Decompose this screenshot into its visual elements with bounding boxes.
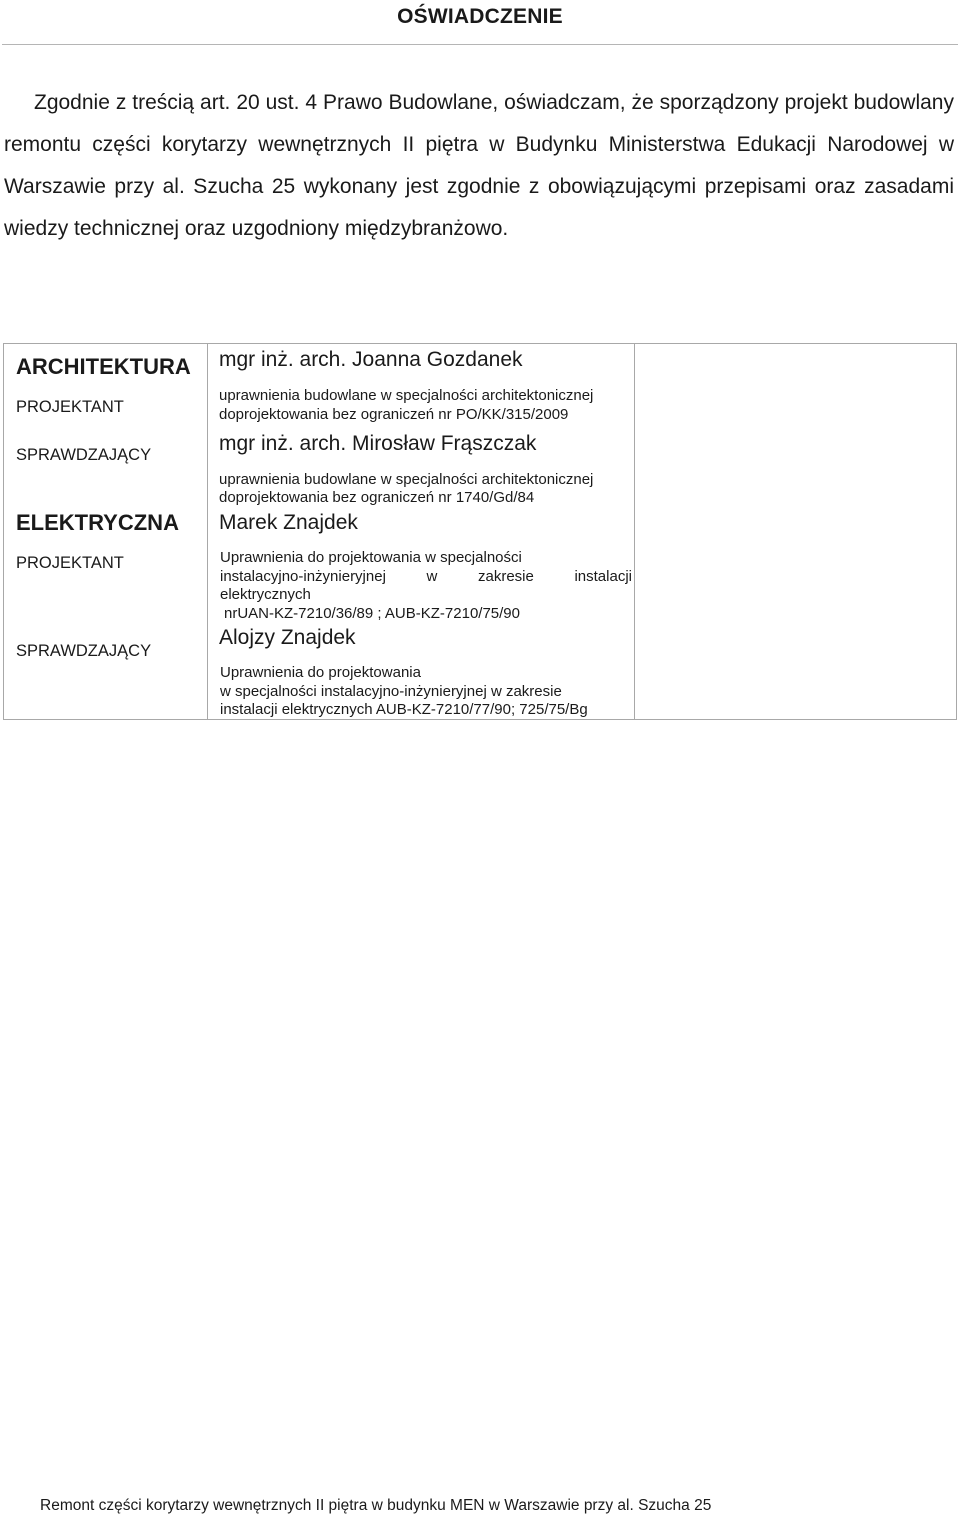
elektryczna-designer-permission-4: nrUAN-KZ-7210/36/89 ; AUB-KZ-7210/75/90	[224, 605, 520, 622]
elektryczna-checker-permission-2: w specjalności instalacyjno-inżynieryjnej w zakresie	[220, 683, 562, 700]
elektryczna-designer-name: Marek Znajdek	[219, 511, 358, 534]
signatures-column	[635, 344, 957, 720]
declaration-paragraph	[4, 82, 954, 250]
declaration-text: Zgodnie z treścią art. 20 ust. 4 Prawo Budowlane, oświadczam, że sporządzony projekt budowlany remontu części korytarzy wewnętrznych II piętra w Budynku Ministerstwa Edukacji Narodowej w Warszawie przy al. Szucha 25 wykonany jest zgodnie z obowiązującymi przepisami oraz zasadami wiedzy technicznej oraz uzgodniony międzybranżowo.	[4, 91, 954, 240]
role-architektura-designer: PROJEKTANT	[16, 398, 124, 416]
role-elektryczna-designer: PROJEKTANT	[16, 554, 124, 572]
role-architektura-checker: SPRAWDZAJĄCY	[16, 446, 152, 464]
elektryczna-designer-permission-2	[220, 568, 632, 586]
document-title: OŚWIADCZENIE	[397, 5, 563, 28]
permission-word: zakresie	[477, 568, 534, 585]
architektura-designer-permission-2: doprojektowania bez ograniczeń nr PO/KK/315/2009	[219, 406, 569, 423]
elektryczna-designer-permission-3: elektrycznych	[220, 586, 311, 603]
signature-table	[3, 343, 957, 720]
architektura-designer-permission-1: uprawnienia budowlane w specjalności architektonicznej	[219, 387, 594, 404]
elektryczna-checker-permission-1: Uprawnienia do projektowania	[220, 664, 421, 681]
section-heading-architektura: ARCHITEKTURA	[16, 354, 191, 379]
roles-column	[4, 344, 208, 720]
elektryczna-checker-name: Alojzy Znajdek	[219, 626, 356, 649]
permission-word: instalacji	[574, 568, 632, 585]
elektryczna-designer-permission-1: Uprawnienia do projektowania w specjalności	[220, 549, 522, 566]
section-heading-elektryczna: ELEKTRYCZNA	[16, 510, 179, 535]
role-elektryczna-checker: SPRAWDZAJĄCY	[16, 642, 152, 660]
architektura-designer-name: mgr inż. arch. Joanna Gozdanek	[219, 348, 523, 371]
architektura-checker-permission-2: doprojektowania bez ograniczeń nr 1740/Gd/84	[219, 489, 535, 506]
persons-column	[208, 344, 635, 720]
title-divider	[2, 44, 958, 45]
permission-word: instalacyjno-inżynieryjnej	[220, 568, 386, 585]
page-footer: Remont części korytarzy wewnętrznych II piętra w budynku MEN w Warszawie przy al. Szucha 25	[40, 1497, 712, 1514]
architektura-checker-permission-1: uprawnienia budowlane w specjalności architektonicznej	[219, 471, 594, 488]
permission-word: w	[426, 568, 438, 585]
elektryczna-checker-permission-3: instalacji elektrycznych AUB-KZ-7210/77/90; 725/75/Bg	[220, 701, 588, 718]
architektura-checker-name: mgr inż. arch. Mirosław Frąszczak	[219, 432, 537, 455]
